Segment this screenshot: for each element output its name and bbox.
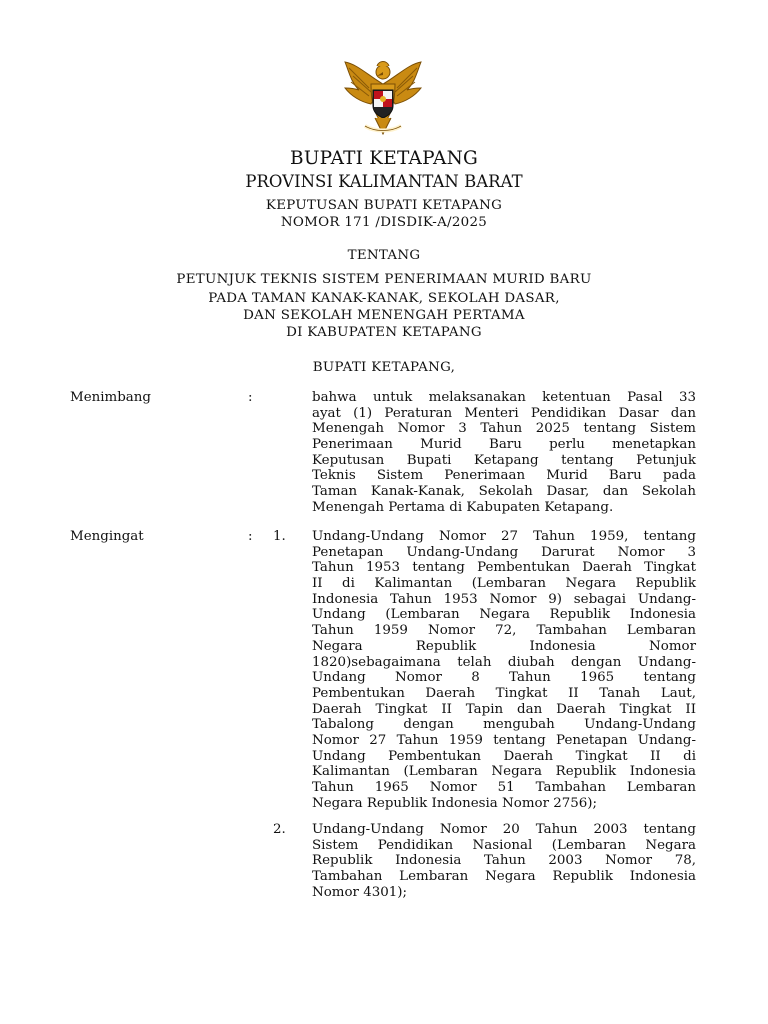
subject-line: DAN SEKOLAH MENENGAH PERTAMA bbox=[243, 308, 525, 323]
text-line: Negara Republik Indonesia Nomor 2756); bbox=[312, 795, 598, 811]
text-line: Teknis Sistem Penerimaan Murid Baru pada bbox=[312, 468, 696, 484]
text-line: Penetapan Undang-Undang Darurat Nomor 3 bbox=[312, 544, 696, 560]
text-line: Menengah Pertama di Kabupaten Ketapang. bbox=[312, 499, 614, 515]
text-line: ayat (1) Peraturan Menteri Pendidikan Dasar dan bbox=[312, 405, 696, 421]
about-heading: TENTANG bbox=[347, 248, 421, 263]
text-line: bahwa untuk melaksanakan ketentuan Pasal 33 bbox=[312, 390, 696, 405]
text-line: Taman Kanak-Kanak, Sekolah Dasar, dan Sekolah bbox=[312, 484, 696, 500]
text-line: Undang (Lembaran Negara Republik Indonesia bbox=[312, 607, 696, 623]
page-title: BUPATI KETAPANG bbox=[290, 148, 478, 169]
text-line: Keputusan Bupati Ketapang tentang Petunjuk bbox=[312, 452, 696, 468]
text-line: Sistem Pendidikan Nasional (Lembaran Negara bbox=[312, 837, 696, 853]
text-line: Tahun 1953 tentang Pembentukan Daerah Tingkat bbox=[312, 560, 696, 576]
mengingat-colon: : bbox=[248, 529, 253, 544]
text-line: Menengah Nomor 3 Tahun 2025 tentang Sistem bbox=[312, 421, 696, 437]
text-line: 1820)sebagaimana telah diubah dengan Undang- bbox=[312, 654, 696, 670]
text-line: Kalimantan (Lembaran Negara Republik Indonesia bbox=[312, 764, 696, 780]
subject-line: DI KABUPATEN KETAPANG bbox=[286, 325, 482, 340]
text-line: Tabalong dengan mengubah Undang-Undang bbox=[312, 717, 696, 733]
mengingat-label: Mengingat bbox=[70, 529, 144, 544]
item-number: 2. bbox=[273, 822, 286, 837]
text-line: Indonesia Tahun 1953 Nomor 9) sebagai Undang- bbox=[312, 591, 696, 607]
text-line: Undang Pembentukan Daerah Tingkat II di bbox=[312, 748, 696, 764]
text-line: Tambahan Lembaran Negara Republik Indonesia bbox=[312, 869, 696, 885]
text-line: Undang-Undang Nomor 27 Tahun 1959, tentang bbox=[312, 529, 696, 544]
mengingat-item-2 bbox=[312, 822, 696, 900]
decree-title: KEPUTUSAN BUPATI KETAPANG bbox=[265, 198, 503, 213]
menimbang-text bbox=[312, 390, 696, 516]
decree-number: NOMOR 171 /DISDIK-A/2025 bbox=[280, 215, 488, 230]
subject-line: PETUNJUK TEKNIS SISTEM PENERIMAAN MURID BARU bbox=[176, 272, 592, 287]
item-number: 1. bbox=[273, 529, 286, 544]
text-line: Nomor 27 Tahun 1959 tentang Penetapan Undang- bbox=[312, 732, 696, 748]
text-line: Nomor 4301); bbox=[312, 884, 408, 900]
authority-line: BUPATI KETAPANG, bbox=[312, 360, 456, 375]
text-line: Undang-Undang Nomor 20 Tahun 2003 tentang bbox=[312, 822, 696, 837]
menimbang-label: Menimbang bbox=[70, 390, 151, 405]
province-name: PROVINSI KALIMANTAN BARAT bbox=[245, 172, 523, 191]
text-line: Penerimaan Murid Baru perlu menetapkan bbox=[312, 437, 696, 453]
garuda-emblem-icon bbox=[339, 54, 427, 142]
text-line: Tahun 1959 Nomor 72, Tambahan Lembaran bbox=[312, 623, 696, 639]
subject-line: PADA TAMAN KANAK-KANAK, SEKOLAH DASAR, bbox=[208, 291, 560, 306]
text-line: Tahun 1965 Nomor 51 Tambahan Lembaran bbox=[312, 780, 696, 795]
menimbang-colon: : bbox=[248, 390, 253, 405]
text-line: II di Kalimantan (Lembaran Negara Republik bbox=[312, 576, 696, 592]
text-line: Negara Republik Indonesia Nomor bbox=[312, 638, 696, 654]
text-line: Daerah Tingkat II Tapin dan Daerah Tingkat II bbox=[312, 701, 696, 717]
text-line: Undang Nomor 8 Tahun 1965 tentang bbox=[312, 670, 696, 686]
mengingat-item-1 bbox=[312, 529, 696, 811]
text-line: Republik Indonesia Tahun 2003 Nomor 78, bbox=[312, 853, 696, 869]
text-line: Pembentukan Daerah Tingkat II Tanah Laut, bbox=[312, 685, 696, 701]
